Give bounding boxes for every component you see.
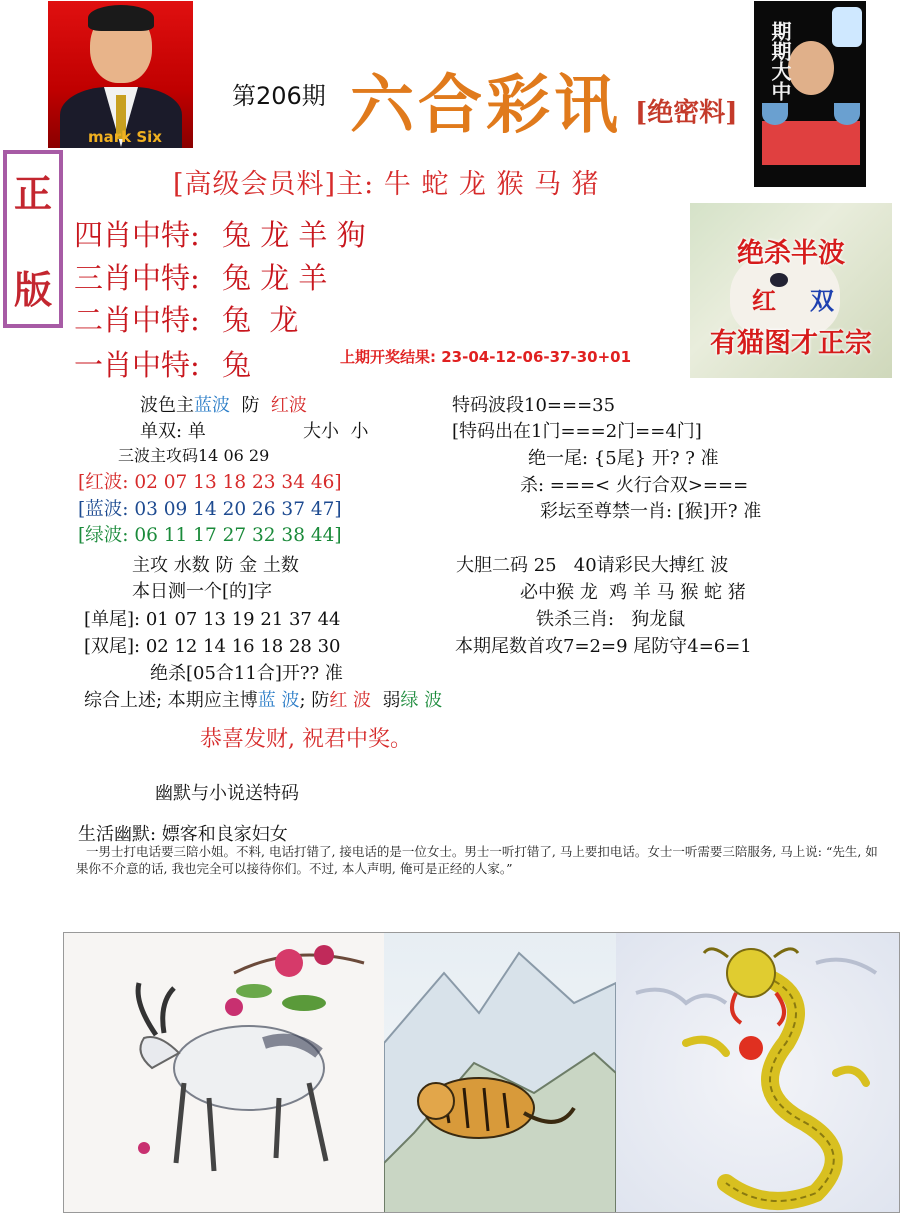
zodiac-row-one — [74, 343, 251, 384]
zodiac-label: 一肖中特: — [74, 348, 200, 382]
issue-number: 第206期 — [232, 82, 326, 110]
zodiac-value: 兔 龙 — [222, 303, 299, 337]
tiger-painting — [384, 933, 616, 1213]
main-wave: 蓝波 — [194, 395, 230, 416]
page-subtitle: [绝密料] — [635, 98, 738, 128]
big-small: 大小 小 — [303, 421, 369, 442]
goat-painting — [64, 933, 384, 1213]
summary-red: 红 波 — [329, 690, 372, 711]
cat-box-red: 红 — [752, 286, 776, 315]
zodiac-row-four — [74, 213, 366, 254]
zodiac-paintings — [63, 932, 900, 1213]
cat-box-double: 双 — [810, 286, 834, 315]
must-hit-zodiacs: 必中猴 龙 鸡 羊 马 猴 蛇 猪 — [520, 582, 746, 603]
kill-three-zodiacs: 铁杀三肖: 狗龙鼠 — [536, 609, 686, 630]
zodiac-value: 兔 龙 羊 — [222, 261, 328, 295]
blue-wave-numbers: [蓝波: 03 09 14 20 26 37 47] — [78, 499, 342, 520]
badge-char-ban: 版 — [13, 267, 52, 312]
mascot-caption: 期期大中 — [768, 21, 792, 101]
cat-image-box — [690, 203, 892, 378]
zodiac-row-two — [74, 298, 298, 339]
badge-char-zheng: 正 — [13, 171, 52, 216]
zodiac-row-three — [74, 256, 327, 297]
host-photo — [48, 1, 193, 148]
last-draw-result: 上期开奖结果: 23-04-12-06-37-30+01 — [340, 348, 632, 366]
daily-character: 本日测一个[的]字 — [132, 581, 273, 602]
authentic-badge — [3, 150, 63, 328]
zodiac-value: 兔 龙 羊 狗 — [222, 218, 366, 252]
life-humor-title: 生活幽默: 嫖客和良家妇女 — [78, 824, 288, 845]
kill-element: 杀: ===< 火行合双>=== — [520, 475, 749, 496]
zodiac-label: 四肖中特: — [74, 218, 200, 252]
mascot-photo — [754, 1, 866, 187]
main-attack: 主攻 水数 防 金 土数 — [132, 555, 299, 576]
dragon-painting — [616, 933, 900, 1213]
zodiac-label: 二肖中特: — [74, 303, 200, 337]
banned-zodiac: 彩坛至尊禁一肖: [猴]开? 准 — [540, 501, 762, 522]
green-wave-numbers: [绿波: 06 11 17 27 32 38 44] — [78, 525, 342, 546]
odd-tails: [单尾]: 01 07 13 19 21 37 44 — [84, 609, 341, 630]
wave-main-line: 波色主蓝波 防 红波 — [140, 395, 307, 416]
member-zodiac-line: [高级会员料]主: 牛 蛇 龙 猴 马 猪 — [173, 169, 600, 200]
zodiac-value: 兔 — [222, 348, 252, 382]
special-range: 特码波段10===35 — [452, 395, 616, 416]
summary-line: 综合上述; 本期应主博蓝 波; 防红 波 弱绿 波 — [84, 690, 443, 711]
summary-green: 绿 波 — [400, 690, 443, 711]
zodiac-label: 三肖中特: — [74, 261, 200, 295]
three-wave-codes: 三波主攻码14 06 29 — [118, 446, 270, 465]
congrats-text: 恭喜发财, 祝君中奖。 — [200, 727, 412, 752]
guard-wave: 红波 — [270, 395, 307, 416]
cat-box-line1: 绝杀半波 — [737, 238, 845, 269]
kill-combination: 绝杀[05合11合]开?? 准 — [150, 663, 343, 684]
red-wave-numbers: [红波: 02 07 13 18 23 34 46] — [78, 472, 342, 493]
humor-story: 一男士打电话要三陪小姐。不料, 电话打错了, 接电话的是一位女士。男士一听打错了, 马上要扣电话。女士一听需要三陪服务, 马上说: “先生, 如果你不介意的话, 我也完全可以接待你们。不过, 本人声明, 俺可是正经的人家。” — [76, 844, 878, 876]
special-gates: [特码出在1门===2门==4门] — [452, 421, 702, 442]
even-tails: [双尾]: 02 12 14 16 18 28 30 — [84, 636, 341, 657]
summary-blue: 蓝 波 — [257, 690, 300, 711]
page-title: 六合彩讯 — [350, 68, 622, 143]
bold-two-codes: 大胆二码 25 40请彩民大搏红 波 — [456, 555, 729, 576]
odd-even: 单双: 单 — [140, 421, 206, 442]
kill-tail: 绝一尾: {5尾} 开? ? 准 — [528, 448, 719, 469]
humor-title: 幽默与小说送特码 — [155, 783, 299, 804]
marksix-logo: mark Six — [88, 128, 162, 146]
cat-box-line3: 有猫图才正宗 — [710, 328, 872, 359]
tail-numbers: 本期尾数首攻7=2=9 尾防守4=6=1 — [455, 636, 752, 657]
